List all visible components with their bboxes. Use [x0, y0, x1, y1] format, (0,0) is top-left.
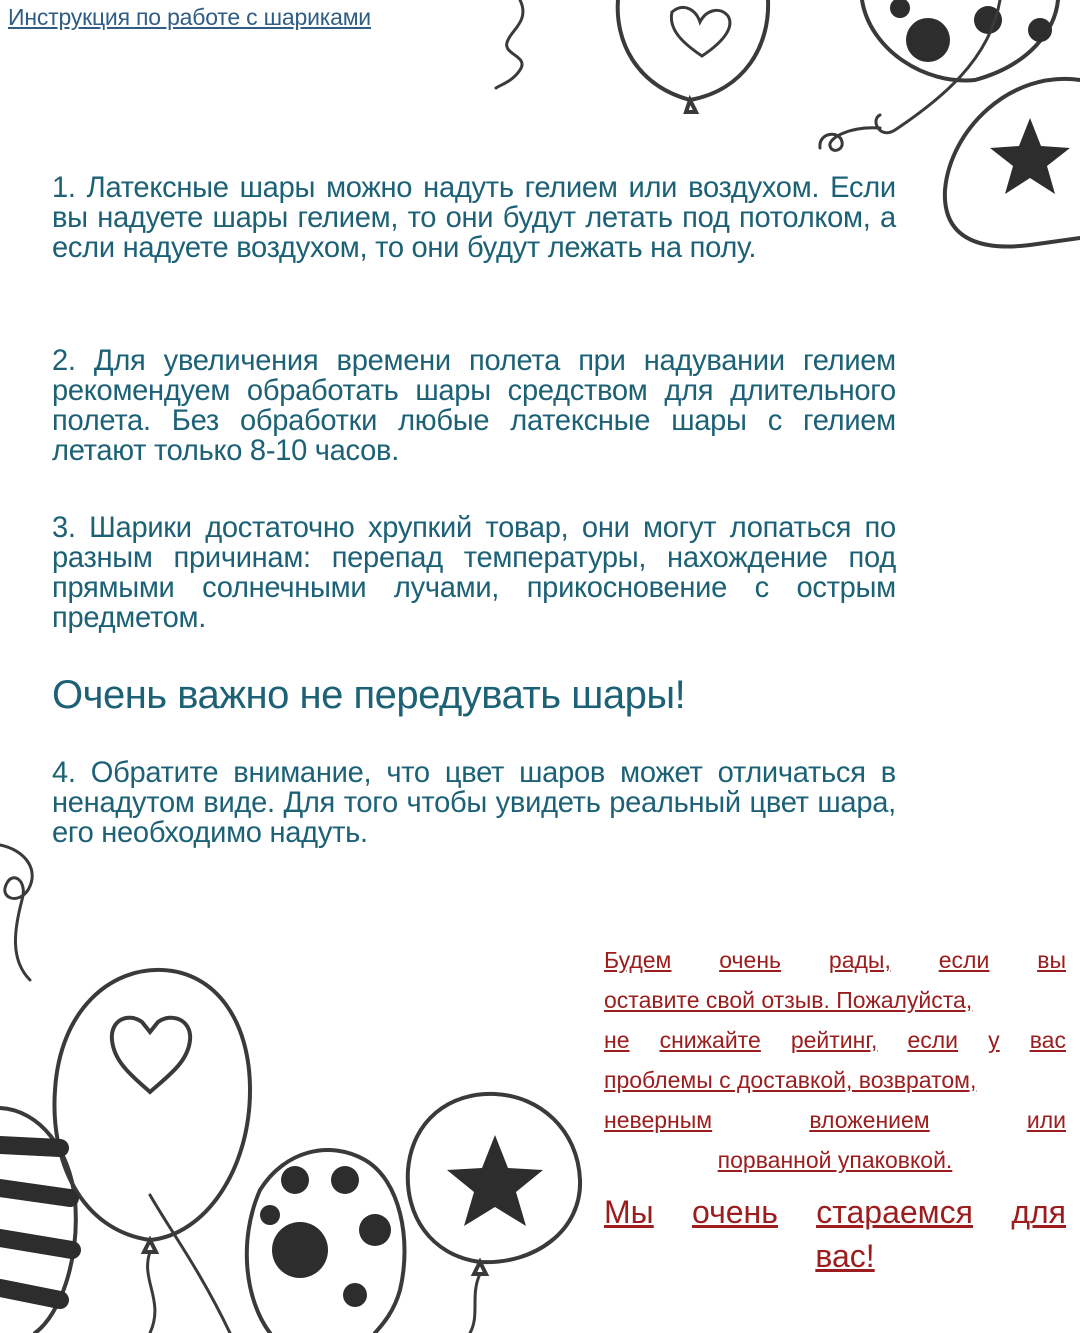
thanks-word: Мы: [604, 1194, 654, 1230]
review-word: снижайте: [659, 1027, 761, 1053]
review-word: вложением: [809, 1107, 930, 1133]
polka-dot-balloon-bottom-icon: [247, 1150, 405, 1333]
review-line-2: оставите свой отзыв. Пожалуйста,: [604, 987, 973, 1013]
review-word: если: [907, 1027, 958, 1053]
star-icon: [447, 1135, 543, 1226]
review-request: [604, 940, 1066, 1278]
review-word: вас: [1029, 1027, 1066, 1053]
review-word: если: [938, 947, 990, 973]
star-balloon-right-icon: [945, 79, 1080, 247]
thanks-line-1: [604, 1190, 1066, 1234]
star-icon: [990, 118, 1070, 194]
instruction-2: 2. Для увеличения времени полета при надувании гелием рекомендуем обработать шары средством для длительного полета. Без обработки любые латексные шары с гелием летают только 8-10 часов.: [52, 344, 896, 467]
review-word: у: [988, 1027, 1000, 1053]
ribbon-curl-small-icon: [820, 128, 880, 151]
string-curl-icon: [496, 0, 523, 88]
ribbon-curl-left-icon: [0, 845, 32, 980]
string-icon: [150, 1195, 230, 1333]
polka-dot-balloon-top-icon: [862, 0, 1058, 80]
heart-balloon-bottom-icon: [54, 970, 250, 1333]
review-line-3: [604, 1020, 1066, 1060]
thanks-word: стараемся: [816, 1194, 973, 1230]
review-line-4: проблемы с доставкой, возвратом,: [604, 1067, 977, 1093]
thanks-word: для: [1011, 1194, 1066, 1230]
review-line-1: [604, 940, 1066, 980]
thanks-word: очень: [691, 1194, 778, 1230]
page-title: Инструкция по работе с шариками: [8, 4, 371, 30]
review-line-5: [604, 1100, 1066, 1140]
review-word: вы: [1037, 947, 1066, 973]
warning-heading: Очень важно не передувать шары!: [52, 673, 686, 717]
review-word: очень: [719, 947, 782, 973]
star-balloon-bottom-icon: [408, 1094, 580, 1333]
review-word: рады,: [828, 947, 891, 973]
review-word: или: [1026, 1107, 1066, 1133]
review-word: рейтинг,: [790, 1027, 878, 1053]
instruction-3: 3. Шарики достаточно хрупкий товар, они могут лопаться по разным причинам: перепад температуры, нахождение под прямыми солнечными лучами, прикосновение с острым предметом.: [52, 511, 896, 634]
instruction-4: 4. Обратите внимание, что цвет шаров может отличаться в ненадутом виде. Для того чтобы увидеть реальный цвет шара, его необходимо надуть.: [52, 756, 896, 849]
thanks-line-2: вас!: [815, 1238, 875, 1274]
striped-balloon-icon: [0, 1108, 76, 1333]
review-word: Будем: [604, 947, 672, 973]
review-word: неверным: [604, 1107, 713, 1133]
review-line-6: порванной упаковкой.: [717, 1147, 953, 1173]
instruction-1: 1. Латексные шары можно надуть гелием или воздухом. Если вы надуете шары гелием, то они будут летать под потолком, а если надуете воздухом, то они будут лежать на полу.: [52, 171, 896, 264]
review-word: не: [604, 1027, 630, 1053]
heart-balloon-icon: [618, 0, 768, 112]
